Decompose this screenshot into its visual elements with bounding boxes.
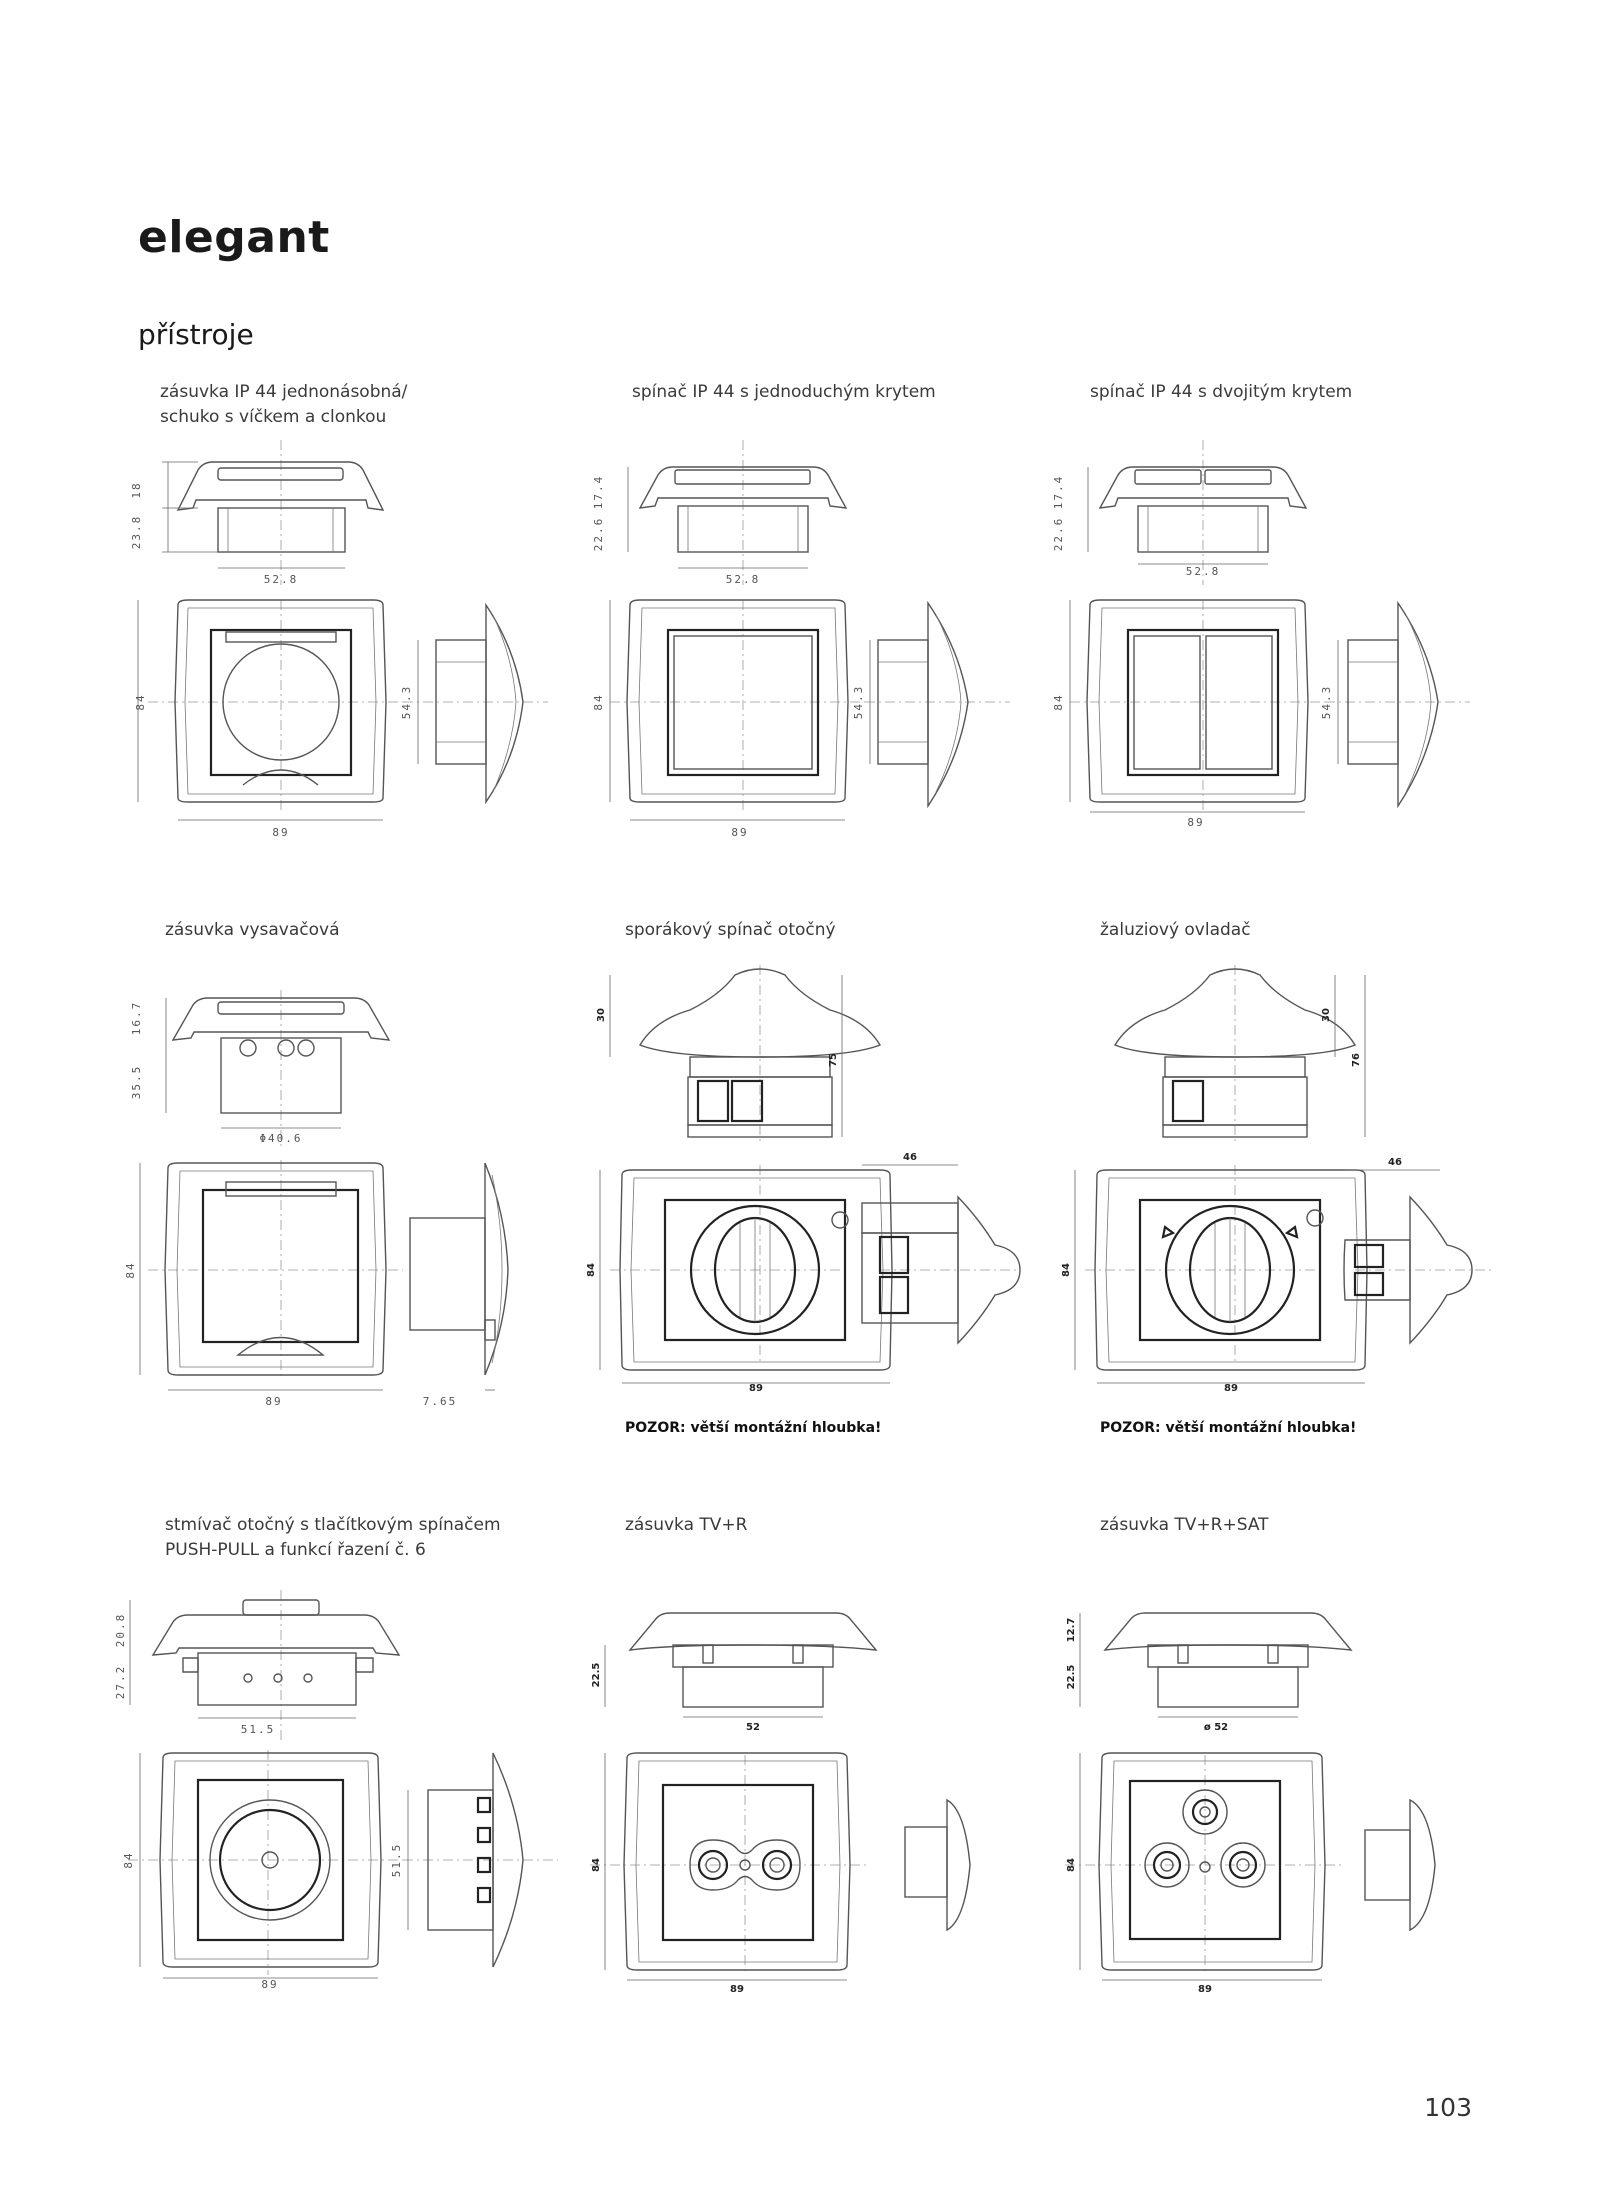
dim-top-w: 52.8	[263, 573, 299, 586]
dim-top-h2: 27.2	[114, 1664, 127, 1700]
front-view	[1065, 1753, 1345, 1995]
side-view	[1365, 1800, 1435, 1930]
drawing-blind-control	[1055, 965, 1495, 1395]
drawing-stove-switch	[580, 965, 1020, 1395]
side-view	[905, 1800, 970, 1930]
dim-top-h2: 23.8	[130, 514, 143, 550]
drawing-ip44-switch-single	[580, 440, 1020, 850]
caption-line: schuko s víčkem a clonkou	[160, 407, 387, 427]
top-view	[130, 440, 383, 586]
caption-line: zásuvka TV+R+SAT	[1100, 1515, 1269, 1535]
warning-note: POZOR: větší montážní hloubka!	[1100, 1420, 1357, 1436]
dim-top-h1: 17.4	[1052, 474, 1065, 510]
dim-front-h: 84	[122, 1851, 135, 1869]
dim-top-w: 52.8	[1185, 565, 1221, 578]
caption-line: spínač IP 44 s dvojitým krytem	[1090, 382, 1353, 402]
top-view	[596, 965, 880, 1145]
caption-blind-control	[1100, 918, 1251, 943]
dim-front-w: 89	[265, 1395, 283, 1408]
dim-top-h1: 30	[596, 1008, 607, 1022]
caption-line: spínač IP 44 s jednoduchým krytem	[632, 382, 936, 402]
dim-front-w: 89	[730, 1984, 744, 1995]
top-view	[130, 990, 389, 1150]
top-view	[591, 1613, 876, 1733]
side-view	[410, 1163, 508, 1408]
dim-front-w: 89	[731, 826, 749, 839]
caption-line: zásuvka TV+R	[625, 1515, 748, 1535]
caption-line: zásuvka IP 44 jednonásobná/	[160, 382, 408, 402]
caption-stove-switch	[625, 918, 836, 943]
top-view	[1115, 965, 1365, 1145]
dim-top-h1: 12.7	[1066, 1617, 1077, 1643]
front-view	[134, 600, 403, 839]
top-view	[1066, 1613, 1351, 1733]
dim-front-w: 89	[1198, 1984, 1212, 1995]
dim-top-h2: 22.5	[1066, 1664, 1077, 1690]
front-view	[590, 1753, 870, 1995]
caption-line: zásuvka vysavačová	[165, 920, 340, 940]
dim-front-h: 84	[1061, 1263, 1072, 1277]
drawing-tv-r-sat-socket	[1055, 1605, 1495, 1995]
top-view	[1052, 440, 1306, 585]
dim-top-w: 52	[746, 1722, 760, 1733]
dim-side-h: 54.3	[1320, 684, 1333, 720]
dim-top-h2: 75	[828, 1053, 839, 1067]
dim-top-w: ø 52	[1203, 1722, 1229, 1733]
drawing-dimmer	[114, 1590, 558, 1991]
dim-front-w: 89	[272, 826, 290, 839]
front-view	[124, 1160, 403, 1408]
front-view	[1052, 600, 1325, 829]
dim-top-h1: 18	[130, 481, 143, 499]
side-view	[852, 603, 1010, 806]
caption-dimmer	[165, 1513, 501, 1563]
caption-ip44-socket	[160, 380, 407, 430]
dim-side-w: 46	[903, 1152, 917, 1163]
dim-top-h2: 22.6	[1052, 516, 1065, 552]
dim-front-w: 89	[261, 1978, 279, 1991]
caption-ip44-switch-double	[1090, 380, 1352, 405]
dim-top-h1: 30	[1321, 1008, 1332, 1022]
dim-top-w: Φ40.6	[259, 1132, 303, 1145]
caption-line: sporákový spínač otočný	[625, 920, 836, 940]
warning-note: POZOR: větší montážní hloubka!	[625, 1420, 882, 1436]
drawing-tv-r-socket	[580, 1605, 1020, 1995]
dim-front-h: 84	[1066, 1858, 1077, 1872]
front-view	[586, 1165, 892, 1394]
caption-tv-r-sat-socket	[1100, 1513, 1269, 1538]
drawing-ip44-socket	[118, 440, 558, 850]
caption-tv-r-socket	[625, 1513, 747, 1538]
dim-side-w: 7.65	[422, 1395, 458, 1408]
front-view	[592, 600, 865, 839]
section-title: přístroje	[138, 318, 254, 351]
dim-side-h: 51.5	[390, 1842, 403, 1878]
dim-front-h: 84	[1052, 693, 1065, 711]
side-view	[862, 1152, 1020, 1343]
caption-line: žaluziový ovladač	[1100, 920, 1251, 940]
dim-front-w: 89	[749, 1383, 763, 1394]
dim-front-h: 84	[134, 693, 147, 711]
dim-front-h: 84	[592, 693, 605, 711]
dim-top-h1: 22.5	[591, 1662, 602, 1688]
dim-top-h2: 76	[1351, 1053, 1362, 1067]
front-view	[1061, 1165, 1367, 1394]
dim-top-h1: 17.4	[592, 474, 605, 510]
caption-ip44-switch-single	[632, 380, 936, 405]
drawing-vacuum-socket	[118, 990, 558, 1430]
dim-top-w: 51.5	[240, 1723, 276, 1736]
caption-line: stmívač otočný s tlačítkovým spínačem	[165, 1515, 501, 1535]
dim-front-h: 84	[591, 1858, 602, 1872]
dim-front-w: 89	[1187, 816, 1205, 829]
dim-front-h: 84	[124, 1261, 137, 1279]
dim-side-h: 54.3	[852, 684, 865, 720]
dim-front-h: 84	[586, 1263, 597, 1277]
dim-front-w: 89	[1224, 1383, 1238, 1394]
dim-top-h1: 16.7	[130, 1000, 143, 1036]
dim-top-h2: 35.5	[130, 1064, 143, 1100]
page-title: elegant	[138, 212, 330, 263]
dim-side-w: 46	[1388, 1157, 1402, 1168]
side-view	[390, 1753, 558, 1967]
caption-line: PUSH-PULL a funkcí řazení č. 6	[165, 1540, 426, 1560]
side-view	[1320, 603, 1470, 806]
front-view	[122, 1750, 403, 1991]
top-view	[592, 440, 846, 586]
top-view	[114, 1590, 399, 1740]
dim-side-h: 54.3	[400, 684, 413, 720]
page-number: 103	[1424, 2093, 1472, 2122]
caption-vacuum-socket	[165, 918, 340, 943]
drawing-ip44-switch-double	[1040, 440, 1480, 850]
dim-top-h2: 22.6	[592, 516, 605, 552]
dim-top-w: 52.8	[725, 573, 761, 586]
side-view	[400, 605, 548, 802]
dim-top-h1: 20.8	[114, 1612, 127, 1648]
